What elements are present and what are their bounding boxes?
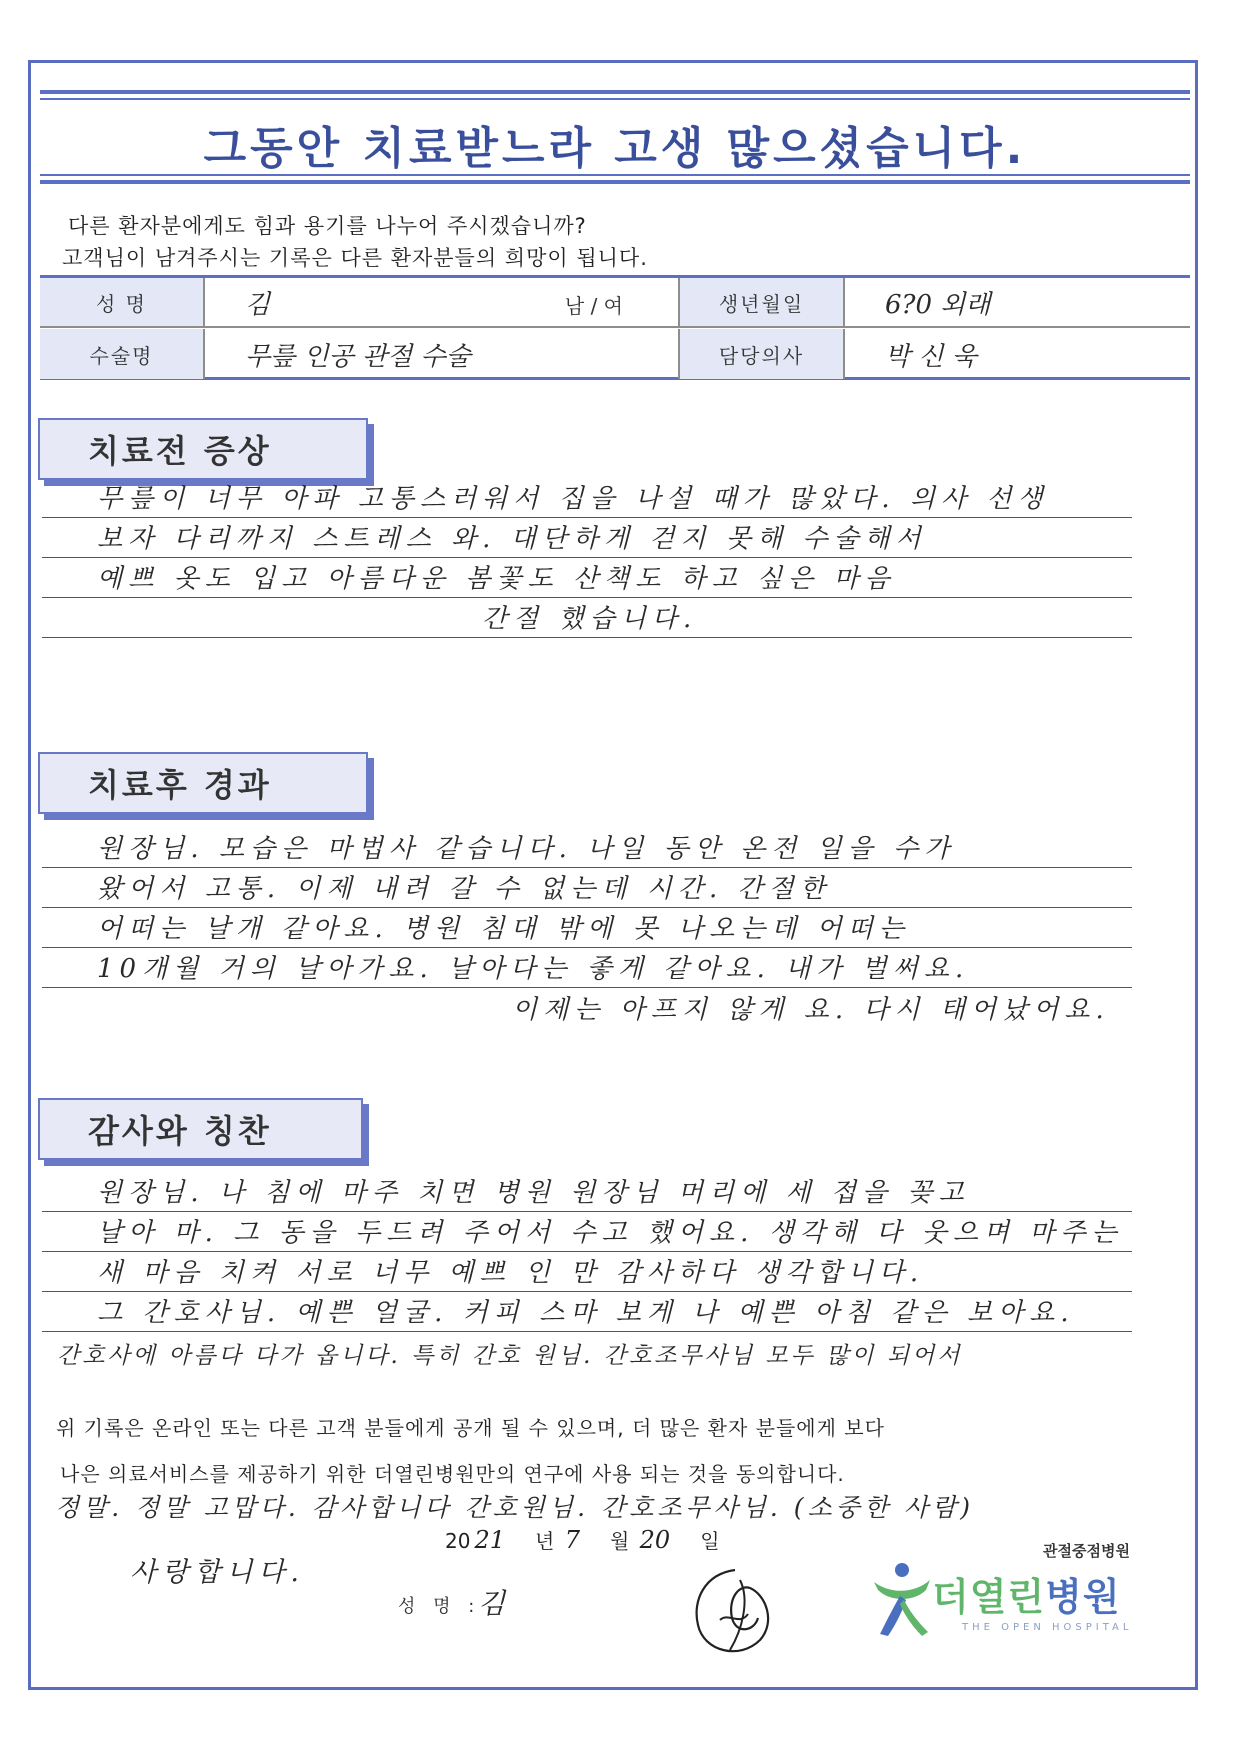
dob-value: 6?0 외래 [885,289,991,320]
date-prefix: 20 [445,1529,471,1553]
ruled-line [42,988,1132,1028]
handwritten-text: 무릎이 너무 아파 고통스러워서 집을 나설 때가 많았다. 의사 선생 [97,484,1049,514]
ruled-line [42,1212,1132,1252]
consent-line-1: 위 기록은 온라인 또는 다른 고객 분들에게 공개 될 수 있으며, 더 많은 환자 분들에게 보다 [56,1416,885,1440]
ruled-line [42,1252,1132,1292]
date-year-label: 년 [535,1529,555,1553]
handwritten-text: 보자 다리까지 스트레스 와. 대단하게 걷지 못해 수술해서 [97,524,927,554]
info-row-name [40,278,1190,328]
logo-english: THE OPEN HOSPITAL [962,1622,1133,1633]
dob-field[interactable] [845,278,1190,326]
handwritten-text: 왔어서 고통. 이제 내려 갈 수 없는데 시간. 간절한 [97,874,831,904]
logo-name-part2: 병원 [1045,1575,1121,1619]
consent-line-2: 나은 의료서비스를 제공하기 위한 더열린병원만의 연구에 사용 되는 것을 동의합니다. [60,1462,845,1486]
ruled-line [42,1292,1132,1332]
section-heading-after: 치료후 경과 [38,752,368,814]
doctor-value: 박 신 욱 [885,341,977,372]
handwritten-text: 간호사에 아름다 다가 옵니다. 특히 간호 원님. 간호조무사님 모두 많이 되어서 [57,1343,963,1369]
handwritten-text: 10개월 거의 날아가요. 날아다는 좋게 같아요. 내가 벌써요. [97,954,970,984]
handwritten-text: 원장님. 나 침에 마주 치면 병원 원장님 머리에 세 접을 꽂고 [97,1178,970,1208]
date-month-label: 월 [609,1529,630,1553]
ruled-line [42,518,1132,558]
logo-figure-icon [870,1560,934,1640]
name-label: 성 명 [40,278,205,326]
after-writing-area[interactable] [42,828,1132,1028]
ruled-line [42,1332,1132,1372]
handwritten-text: 어떠는 날개 같아요. 병원 침대 밖에 못 나오는데 어떠는 [97,914,910,944]
title-banner [40,90,1190,184]
intro-line-1: 다른 환자분에게도 힘과 용기를 나누어 주시겠습니까? [68,214,587,238]
ruled-line [42,1172,1132,1212]
logo-name-part1: 더열린 [932,1575,1046,1619]
handwritten-text: 그 간호사님. 예쁜 얼굴. 커피 스마 보게 나 예쁜 아침 같은 보아요. [97,1298,1075,1328]
hospital-logo [870,1540,1140,1650]
ruled-line [42,598,1132,638]
signature-label: 성 명 : [398,1596,481,1617]
ruled-line [42,868,1132,908]
thanks-writing-area[interactable] [42,1172,1132,1372]
section-heading-before: 치료전 증상 [38,418,368,480]
dob-label: 생년월일 [680,278,845,326]
ruled-line [42,948,1132,988]
handwritten-text: 예쁘 옷도 입고 아름다운 봄꽃도 산책도 하고 싶은 마음 [97,564,896,594]
ruled-line [42,558,1132,598]
name-field[interactable] [205,278,680,326]
handwritten-text: 간절 했습니다. [482,604,698,634]
info-row-surgery [40,329,1190,379]
logo-subtitle: 관절중점병원 [1043,1542,1130,1560]
surgery-field[interactable] [205,329,680,379]
handwritten-text: 이제는 아프지 않게 요. 다시 태어났어요. [512,995,1110,1025]
surgery-label: 수술명 [40,329,205,379]
intro-line-2: 고객님이 남겨주시는 기록은 다른 환자분들의 희망이 됩니다. [62,246,648,270]
doctor-label: 담당의사 [680,329,845,379]
section-heading-thanks: 감사와 칭찬 [38,1098,363,1160]
surgery-value: 무릎 인공 관절 수술 [245,341,471,372]
date-day-value: 20 [639,1526,671,1554]
logo-name [932,1566,1121,1621]
handwritten-text: 새 마음 치켜 서로 너무 예쁘 인 만 감사하다 생각합니다. [97,1258,925,1288]
gender-field: 남 / 여 [564,294,623,318]
handwritten-text: 원장님. 모습은 마법사 같습니다. 나일 동안 온전 일을 수가 [97,834,956,864]
date-day-label: 일 [700,1529,720,1553]
doctor-field[interactable] [845,329,1190,379]
signature-name: 김 [478,1587,512,1620]
name-value: 김 [245,289,271,320]
page-title: 그동안 치료받느라 고생 많으셨습니다. [203,123,1027,174]
ruled-line [42,908,1132,948]
before-writing-area[interactable] [42,478,1132,638]
ruled-line [42,828,1132,868]
handwritten-closing-2: 사랑합니다. [130,1557,305,1588]
date-month-value: 7 [564,1526,580,1554]
signature-scribble-icon [680,1560,790,1670]
patient-info-table [40,275,1190,380]
ruled-line [42,478,1132,518]
handwritten-text: 날아 마. 그 동을 두드려 주어서 수고 했어요. 생각해 다 웃으며 마주는 [97,1218,1123,1248]
date-year-value: 21 [474,1526,505,1554]
date-field[interactable] [445,1525,720,1554]
handwritten-closing-1: 정말. 정말 고맙다. 감사합니다 간호원님. 간호조무사님. (소중한 사람) [55,1493,974,1522]
